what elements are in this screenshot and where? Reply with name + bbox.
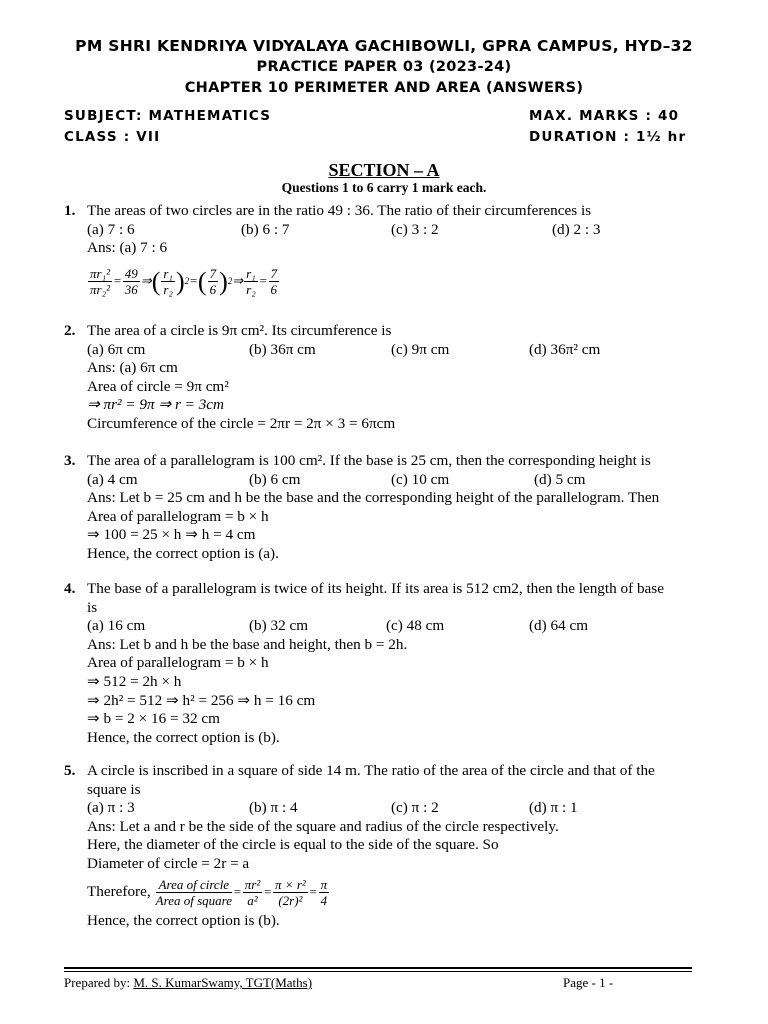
question-number: 1. (64, 202, 76, 219)
fraction: $\frac{\pi}{4}$ (320, 877, 328, 909)
question-text-cont: is (87, 598, 98, 616)
prepared-name: M. S. KumarSwamy, TGT(Maths) (133, 975, 313, 990)
question-text: The base of a parallelogram is twice of its height. If its area is 512 cm2, then the length of base (87, 580, 664, 597)
fraction: $\frac{49}{36}$ (124, 266, 138, 298)
solution-line: ⇒ πr² = 9π ⇒ r = 3cm (87, 396, 225, 414)
paper-title: PRACTICE PAPER 03 (2023-24) (256, 59, 512, 75)
solution-line: Ans: Let b and h be the base and height, then b = 2h. (87, 635, 408, 653)
solution-line: Diameter of circle = 2r = a (87, 854, 250, 872)
fraction: $\frac{\text{Area of circle}}{\text{Area of square}}$ (155, 877, 232, 909)
option-a: (a) 16 cm (87, 617, 146, 635)
option-b: (b) 32 cm (249, 617, 309, 635)
school-name: PM SHRI KENDRIYA VIDYALAYA GACHIBOWLI, GPRA CAMPUS, HYD–32 (75, 37, 693, 55)
fraction: $\frac{7}{6}$ (270, 266, 278, 298)
options (87, 221, 734, 240)
solution-line: Ans: Let a and r be the side of the square and radius of the circle respectively. (87, 817, 559, 835)
option-c: (c) π : 2 (391, 799, 439, 817)
solution-work (87, 874, 734, 912)
section-title: SECTION – A (328, 160, 440, 180)
option-d: (d) π : 1 (529, 799, 578, 817)
option-b: (b) 6 : 7 (241, 220, 290, 238)
solution-line: Area of parallelogram = b × h (87, 507, 269, 525)
equals-sign: = (189, 273, 198, 289)
footer-rule-thin (64, 971, 692, 972)
answer: Ans: (a) 6π cm (87, 359, 178, 377)
solution-work: $\frac{\text{πr₁²}}{\text{πr₂²}}$ = $\frac{49}{36}$ ⇒ ( $\frac{\text{r₁}}{\text{r₂}}$ ) 2 = ( $\frac{7}{6}$ ) 2 ⇒ $\frac{\text{r₁}}{\text{r₂}}$ = $\frac{7}{6}$ (90, 266, 278, 298)
max-marks: MAX. MARKS : 40 (529, 108, 680, 124)
footer-prepared (64, 975, 312, 991)
question-number: 3. (64, 452, 76, 469)
solution-line: ⇒ 2h² = 512 ⇒ h² = 256 ⇒ h = 16 cm (87, 691, 316, 709)
option-b: (b) π : 4 (249, 799, 298, 817)
options (87, 799, 734, 818)
question-1 (64, 202, 734, 304)
option-c: (c) 9π cm (391, 340, 450, 358)
option-b: (b) 6 cm (249, 470, 301, 488)
fraction: $\frac{\text{r₁}}{\text{r₂}}$ (246, 266, 256, 298)
equals-sign: = (263, 884, 273, 900)
solution-line: Ans: Let b = 25 cm and h be the base and the corresponding height of the parallelogram. Then (87, 489, 660, 507)
options (87, 341, 734, 360)
question-text: The area of a circle is 9π cm². Its circumference is (87, 322, 392, 339)
implies-arrow: ⇒ (232, 273, 244, 289)
equals-sign: = (258, 273, 268, 289)
exponent: 2 (227, 276, 233, 287)
option-a: (a) 4 cm (87, 470, 138, 488)
solution-line: ⇒ 512 = 2h × h (87, 672, 182, 690)
footer-rule-thick (64, 967, 692, 969)
solution-line: Area of circle = 9π cm² (87, 377, 229, 395)
solution-line: Hence, the correct option is (a). (87, 544, 279, 562)
option-c: (c) 10 cm (391, 470, 450, 488)
solution-line: ⇒ 100 = 25 × h ⇒ h = 4 cm (87, 526, 256, 544)
option-a: (a) π : 3 (87, 799, 135, 817)
fraction: $\frac{\text{π × r²}}{\text{(2r)²}}$ (275, 877, 306, 909)
class: CLASS : VII (64, 129, 161, 145)
equals-sign: = (113, 273, 122, 289)
section-subtitle: Questions 1 to 6 carry 1 mark each. (281, 180, 487, 195)
answer: Ans: (a) 7 : 6 (87, 239, 168, 257)
question-3 (64, 452, 734, 564)
solution-line: Hence, the correct option is (b). (87, 911, 280, 929)
duration: DURATION : 1½ hr (529, 129, 687, 145)
question-text: The area of a parallelogram is 100 cm². If the base is 25 cm, then the corresponding height is (87, 452, 651, 469)
option-b: (b) 36π cm (249, 340, 316, 358)
question-number: 4. (64, 580, 76, 597)
solution-line: Hence, the correct option is (b). (87, 728, 280, 746)
equals-sign: = (232, 884, 242, 900)
fraction: $\frac{\text{πr₁²}}{\text{πr₂²}}$ (90, 266, 110, 298)
exponent: 2 (184, 276, 190, 287)
options (87, 471, 734, 490)
question-text-cont: square is (87, 780, 141, 798)
solution-line: Here, the diameter of the circle is equal to the side of the square. So (87, 836, 499, 854)
fraction: $\frac{\text{πr²}}{\text{a²}}$ (244, 877, 261, 909)
question-5 (64, 762, 734, 930)
option-d: (d) 36π² cm (529, 340, 601, 358)
question-number: 2. (64, 322, 76, 339)
solution-line: Circumference of the circle = 2πr = 2π × 3 = 6πcm (87, 414, 396, 432)
therefore-label: Therefore, (87, 883, 151, 901)
page-number: Page - 1 - (563, 975, 614, 990)
question-4 (64, 580, 734, 747)
option-c: (c) 3 : 2 (391, 220, 439, 238)
option-d: (d) 5 cm (534, 470, 586, 488)
solution-line: Area of parallelogram = b × h (87, 654, 269, 672)
option-d: (d) 2 : 3 (552, 220, 601, 238)
prepared-label: Prepared by: (64, 975, 131, 990)
question-2 (64, 322, 734, 434)
question-text: The areas of two circles are in the ratio 49 : 36. The ratio of their circumferences is (87, 202, 592, 219)
fraction: $\frac{\text{r₁}}{\text{r₂}}$ (163, 266, 173, 298)
option-a: (a) 6π cm (87, 340, 146, 358)
solution-line: ⇒ b = 2 × 16 = 32 cm (87, 710, 220, 728)
implies-arrow: ⇒ (140, 273, 152, 289)
fraction: $\frac{7}{6}$ (209, 266, 217, 298)
question-text: A circle is inscribed in a square of side 14 m. The ratio of the area of the circle and that of the (87, 762, 655, 779)
equals-sign: = (308, 884, 318, 900)
option-d: (d) 64 cm (529, 617, 589, 635)
question-number: 5. (64, 762, 76, 779)
chapter-title: CHAPTER 10 PERIMETER AND AREA (ANSWERS) (184, 80, 584, 96)
option-c: (c) 48 cm (386, 617, 445, 635)
subject: SUBJECT: MATHEMATICS (64, 108, 272, 124)
options (87, 617, 734, 636)
option-a: (a) 7 : 6 (87, 220, 135, 238)
